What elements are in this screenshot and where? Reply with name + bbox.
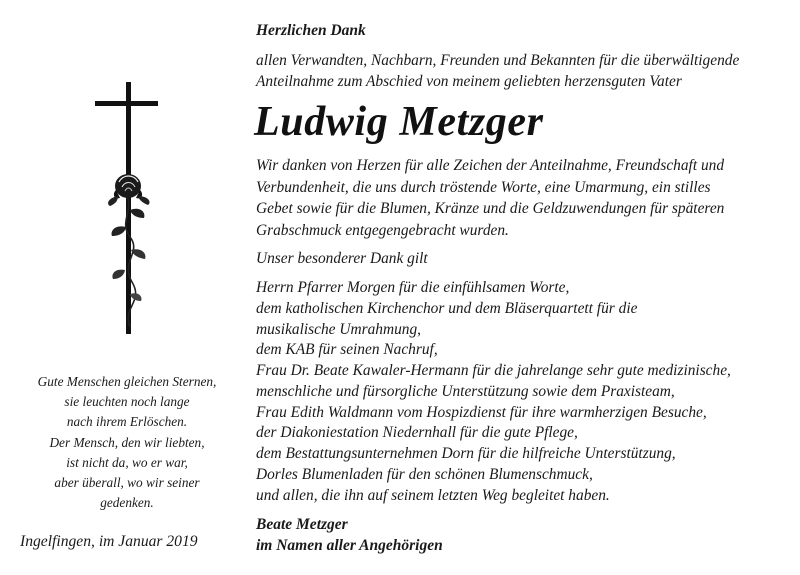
special-thanks-line: Frau Edith Waldmann vom Hospizdienst für ihre warmherzigen Besuche,: [256, 403, 707, 421]
cross-with-rose-icon: [92, 82, 172, 334]
intro-text: [256, 50, 739, 92]
special-thanks-line: dem Bestattungsunternehmen Dorn für die hilfreiche Unterstützung,: [256, 445, 676, 462]
signature-note: im Namen aller Angehörigen: [256, 537, 443, 554]
thanks-line: Verbundenheit, die uns durch tröstende Worte, eine Umarmung, ein stilles: [256, 178, 711, 196]
special-thanks-heading: Unser besonderer Dank gilt: [256, 250, 428, 267]
intro-line: allen Verwandten, Nachbarn, Freunden und Bekannten für die überwältigende: [256, 52, 740, 69]
thanks-line: Grabschmuck entgegengebracht wurden.: [256, 222, 509, 240]
special-thanks-line: dem katholischen Kirchenchor und dem Bläserquartett für die: [256, 299, 638, 317]
thanks-line: Gebet sowie für die Blumen, Kränze und die Geldzuwendungen für späteren: [256, 200, 725, 218]
thanks-line: Wir danken von Herzen für alle Zeichen der Anteilnahme, Freundschaft und: [256, 157, 725, 174]
intro-line: Anteilnahme zum Abschied von meinem geliebten herzensguten Vater: [256, 73, 682, 90]
poem-line: gedenken.: [100, 495, 154, 511]
poem-line: sie leuchten noch lange: [64, 394, 190, 410]
special-thanks-list: [256, 278, 731, 506]
special-thanks-line: menschliche und fürsorgliche Unterstützung sowie dem Praxisteam,: [256, 382, 675, 400]
poem-line: aber überall, wo wir seiner: [54, 475, 200, 491]
special-thanks-line: musikalische Umrahmung,: [256, 320, 422, 338]
poem-line: Der Mensch, den wir liebten,: [49, 434, 205, 450]
signature: [256, 514, 443, 556]
poem-line: nach ihrem Erlöschen.: [66, 414, 188, 430]
thanks-paragraph: [256, 155, 724, 242]
signature-name: Beate Metzger: [256, 516, 348, 533]
special-thanks-line: dem KAB für seinen Nachruf,: [256, 341, 438, 359]
memorial-poem: [18, 372, 236, 513]
deceased-name: Ludwig Metzger: [254, 99, 544, 145]
thanks-heading: Herzlichen Dank: [256, 22, 366, 39]
special-thanks-line: Frau Dr. Beate Kawaler-Hermann für die jahrelange sehr gute medizinische,: [256, 362, 731, 379]
poem-line: Gute Menschen gleichen Sternen,: [37, 374, 217, 389]
place-and-date: Ingelfingen, im Januar 2019: [20, 533, 198, 550]
special-thanks-line: Dorles Blumenladen für den schönen Blumenschmuck,: [256, 465, 593, 483]
poem-line: ist nicht da, wo er war,: [66, 454, 188, 470]
special-thanks-line: und allen, die ihn auf seinem letzten Weg begleitet haben.: [256, 486, 610, 504]
special-thanks-line: Herrn Pfarrer Morgen für die einfühlsamen Worte,: [256, 279, 570, 296]
special-thanks-line: der Diakoniestation Niedernhall für die gute Pflege,: [256, 424, 578, 442]
